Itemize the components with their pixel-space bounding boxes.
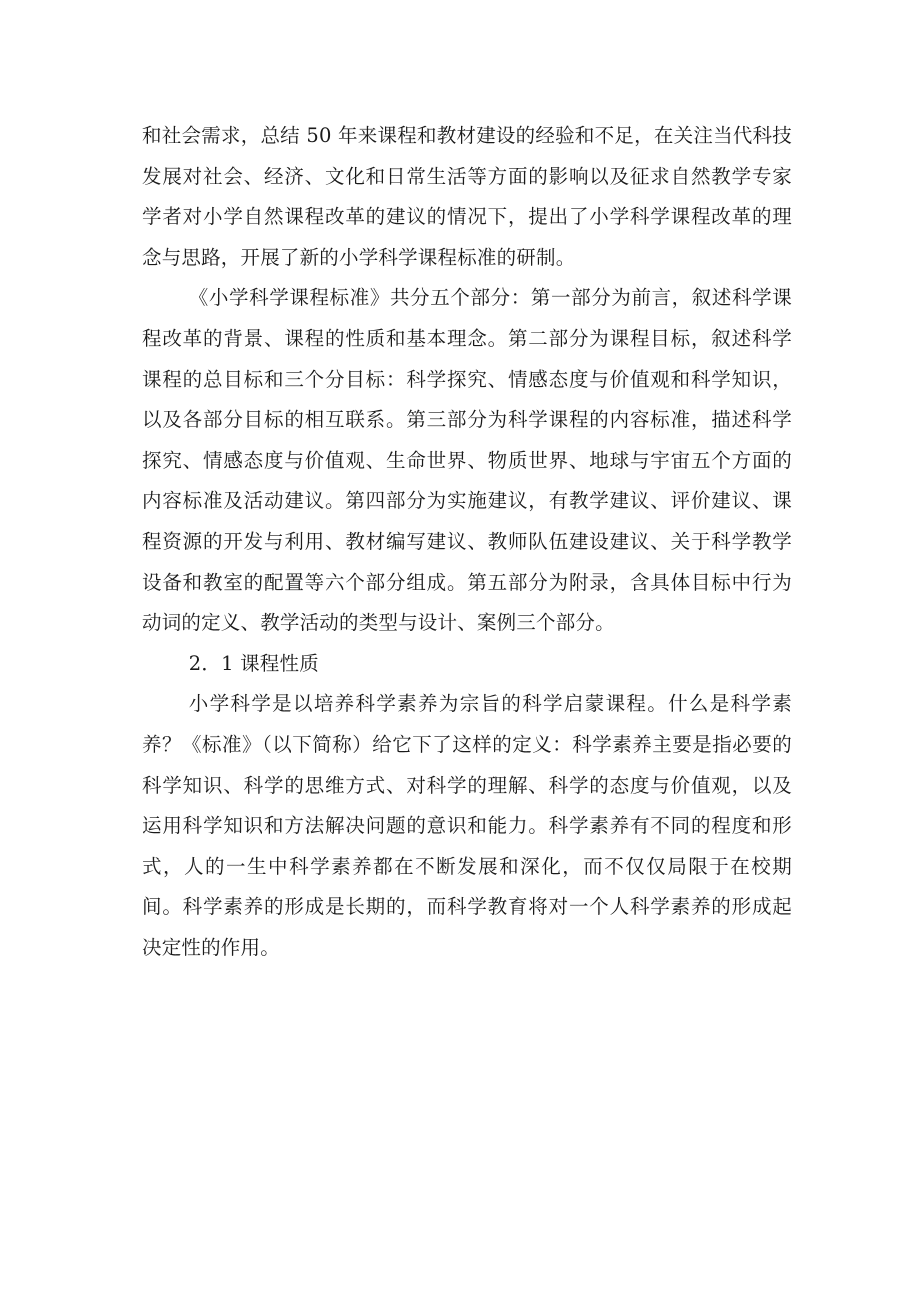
paragraph-standard-structure: 《小学科学课程标准》共分五个部分：第一部分为前言，叙述科学课程改革的背景、课程的性质和基本理念。第二部分为课程目标，叙述科学课程的总目标和三个分目标：科学探究、情感态度与价值观和科学知识，以及各部分目标的相互联系。第三部分为科学课程的内容标准，描述科学探究、情感态度与价值观、生命世界、物质世界、地球与宇宙五个方面的内容标准及活动建议。第四部分为实施建议，有教学建议、评价建议、课程资源的开发与利用、教材编写建议、教师队伍建设建议、关于科学教学设备和教室的配置等六个部分组成。第五部分为附录，含具体目标中行为动词的定义、教学活动的类型与设计、案例三个部分。 [142, 286, 792, 635]
document-body [142, 116, 792, 968]
paragraph-course-nature: 小学科学是以培养科学素养为宗旨的科学启蒙课程。什么是科学素养？《标准》（以下简称）给它下了这样的定义：科学素养主要是指必要的科学知识、科学的思维方式、对科学的理解、科学的态度与价值观，以及运用科学知识和方法解决问题的意识和能力。科学素养有不同的程度和形式，人的一生中科学素养都在不断发展和深化，而不仅仅局限于在校期间。科学素养的形成是长期的，而科学教育将对一个人科学素养的形成起决定性的作用。 [142, 692, 792, 959]
section-heading-course-nature: 2．1 课程性质 [188, 651, 319, 675]
paragraph-continuation: 和社会需求，总结 50 年来课程和教材建设的经验和不足，在关注当代科技发展对社会、经济、文化和日常生活等方面的影响以及征求自然教学专家学者对小学自然课程改革的建议的情况下，提出了小学科学课程改革的理念与思路，开展了新的小学科学课程标准的研制。 [142, 124, 792, 269]
